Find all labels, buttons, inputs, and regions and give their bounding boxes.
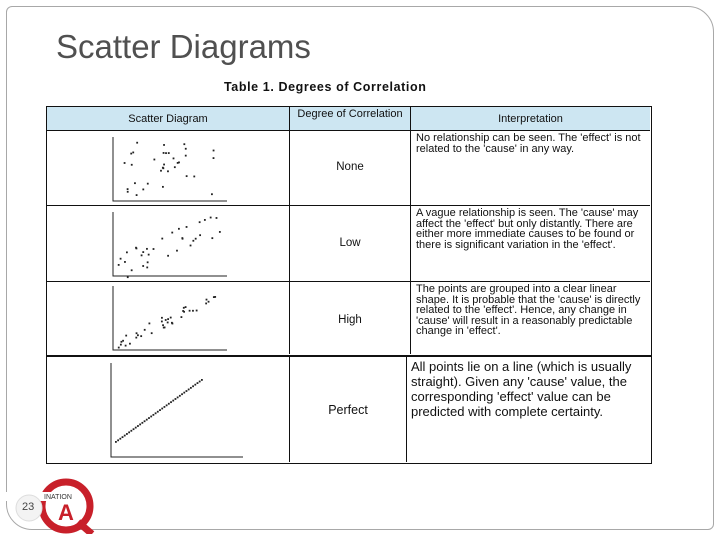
scatter-plot-none (47, 131, 290, 206)
low-point (195, 238, 197, 240)
none-point (167, 170, 169, 172)
none-point (163, 144, 165, 146)
perfect-point (122, 436, 124, 438)
logo-word: INATION (44, 494, 72, 501)
table-row (46, 356, 652, 464)
low-point (199, 221, 201, 223)
none-point (185, 148, 187, 150)
perfect-point (126, 433, 128, 435)
perfect-point (164, 406, 166, 408)
perfect-point (166, 404, 168, 406)
high-point (165, 319, 167, 321)
interpretation-perfect: All points lie on a line (which is usually straight). Given any 'cause' value, the corresponding 'effect' value can be predicted with complete certainty. (411, 359, 632, 419)
perfect-point (137, 425, 139, 427)
perfect-point (190, 387, 192, 389)
none-point (127, 188, 129, 190)
high-point (181, 316, 183, 318)
perfect-point (199, 381, 201, 383)
high-point (196, 310, 198, 312)
perfect-point (188, 389, 190, 391)
low-point (171, 232, 173, 234)
perfect-point (133, 428, 135, 430)
none-point (136, 194, 138, 196)
high-point (185, 306, 187, 308)
scatter-plot-perfect (47, 357, 290, 462)
none-point (173, 158, 175, 160)
perfect-point (141, 422, 143, 424)
perfect-point (181, 393, 183, 395)
low-point (219, 231, 221, 233)
low-point (147, 261, 149, 263)
degree-none: None (290, 131, 411, 206)
low-point (178, 228, 180, 230)
header-degree: Degree of Correlation (290, 107, 411, 131)
high-point (172, 323, 174, 325)
none-point (142, 189, 144, 191)
low-point (153, 248, 155, 250)
low-point (176, 250, 178, 252)
perfect-point (155, 412, 157, 414)
high-point (161, 321, 163, 323)
perfect-point (128, 431, 130, 433)
perfect-point (192, 385, 194, 387)
perfect-point (183, 392, 185, 394)
none-point (153, 159, 155, 161)
high-point (205, 303, 207, 305)
high-point (182, 310, 184, 312)
perfect-point (172, 400, 174, 402)
perfect-point (148, 417, 150, 419)
high-point (125, 345, 127, 347)
high-point (208, 301, 210, 303)
none-point (124, 162, 126, 164)
perfect-point (150, 416, 152, 418)
low-point (142, 251, 144, 253)
low-point (167, 255, 169, 257)
high-point (206, 299, 208, 301)
interpretation-high: The points are grouped into a clear linear shape. It is probable that the 'cause' is directly related to the 'effect'. Hence, any change in 'cause' will result in a reasonably predictable change in 'effect'. (416, 283, 641, 338)
perfect-point (201, 379, 203, 381)
perfect-point (177, 396, 179, 398)
interpretation-none: No relationship can be seen. The 'effect' is not related to the 'cause' in any way. (411, 131, 650, 206)
perfect-point (179, 395, 181, 397)
none-axes (113, 137, 227, 201)
high-point (122, 340, 124, 342)
high-point (121, 341, 123, 343)
perfect-point (170, 401, 172, 403)
interpretation-low: A vague relationship is seen. The 'cause' may affect the 'effect' but only distantly. There are either more immediate causes to be found or there is significant variation in the 'effect'. (411, 206, 650, 282)
high-point (136, 332, 138, 334)
low-point (126, 251, 128, 253)
high-point (162, 324, 164, 326)
perfect-point (186, 390, 188, 392)
perfect-point (159, 409, 161, 411)
perfect-point (119, 438, 121, 440)
none-point (147, 183, 149, 185)
perfect-point (194, 384, 196, 386)
high-point (213, 296, 215, 298)
none-point (163, 152, 165, 154)
none-point (186, 175, 188, 177)
none-point (168, 152, 170, 154)
low-point (127, 276, 129, 278)
low-point (148, 254, 150, 256)
perfect-point (175, 398, 177, 400)
none-point (132, 152, 134, 154)
header-scatter-diagram: Scatter Diagram (47, 107, 290, 131)
table-row (47, 131, 290, 206)
high-point (137, 334, 139, 336)
table-caption: Table 1. Degrees of Correlation (224, 80, 427, 94)
logo-letter: A (58, 500, 74, 525)
slide-title: Scatter Diagrams (56, 28, 311, 65)
high-point (170, 317, 172, 319)
perfect-point (144, 420, 146, 422)
none-point (211, 193, 213, 195)
perfect-point (168, 403, 170, 405)
perfect-point (197, 382, 199, 384)
none-point (213, 157, 215, 159)
high-point (125, 335, 127, 337)
high-point (164, 327, 166, 329)
low-axes (113, 212, 227, 276)
high-point (140, 335, 142, 337)
perfect-point (115, 441, 117, 443)
low-point (192, 240, 194, 242)
page-number: 23 (22, 501, 35, 513)
high-point (129, 343, 131, 345)
low-point (161, 238, 163, 240)
low-point (210, 217, 212, 219)
none-point (178, 161, 180, 163)
none-point (162, 186, 164, 188)
low-point (131, 269, 133, 271)
perfect-point (135, 427, 137, 429)
none-point (160, 170, 162, 172)
perfect-point (117, 439, 119, 441)
perfect-point (124, 435, 126, 437)
perfect-axes (111, 363, 243, 457)
low-point (142, 265, 144, 267)
perfect-point (146, 419, 148, 421)
high-point (144, 329, 146, 331)
low-point (124, 261, 126, 263)
perfect-point (152, 414, 154, 416)
low-point (146, 267, 148, 269)
perfect-point (130, 430, 132, 432)
low-point (118, 264, 120, 266)
none-point (127, 191, 129, 193)
none-point (174, 166, 176, 168)
scatter-cell-perfect (47, 357, 290, 462)
low-point (216, 217, 218, 219)
none-point (193, 176, 195, 178)
correlation-table (46, 106, 652, 356)
none-point (163, 164, 165, 166)
high-point (192, 310, 194, 312)
header-interpretation: Interpretation (411, 107, 650, 131)
low-point (120, 258, 122, 260)
high-point (120, 344, 122, 346)
low-point (135, 247, 137, 249)
degree-low: Low (290, 206, 411, 282)
scatter-plot-high (47, 282, 290, 354)
scatter-plot-low (47, 206, 290, 282)
high-point (135, 337, 137, 339)
none-point (213, 150, 215, 152)
none-point (165, 152, 167, 154)
high-point (118, 347, 120, 349)
high-point (189, 310, 191, 312)
high-point (167, 318, 169, 320)
none-point (131, 164, 133, 166)
perfect-point (139, 424, 141, 426)
low-point (204, 219, 206, 221)
high-point (167, 322, 169, 324)
none-point (183, 143, 185, 145)
low-point (190, 245, 192, 247)
low-point (211, 237, 213, 239)
degree-high: High (290, 282, 411, 354)
high-point (148, 323, 150, 325)
none-point (162, 167, 164, 169)
none-point (185, 155, 187, 157)
high-point (161, 317, 163, 319)
perfect-point (161, 408, 163, 410)
table-row (47, 206, 290, 282)
high-point (183, 307, 185, 309)
high-point (151, 332, 153, 334)
table-row (47, 282, 290, 354)
qa-logo (4, 474, 104, 534)
low-point (186, 226, 188, 228)
low-point (146, 248, 148, 250)
degree-perfect: Perfect (290, 357, 407, 462)
logo-tail (78, 522, 92, 534)
none-point (130, 153, 132, 155)
none-point (136, 142, 138, 144)
low-point (141, 254, 143, 256)
perfect-point (157, 411, 159, 413)
low-point (182, 238, 184, 240)
none-point (134, 182, 136, 184)
low-point (199, 234, 201, 236)
